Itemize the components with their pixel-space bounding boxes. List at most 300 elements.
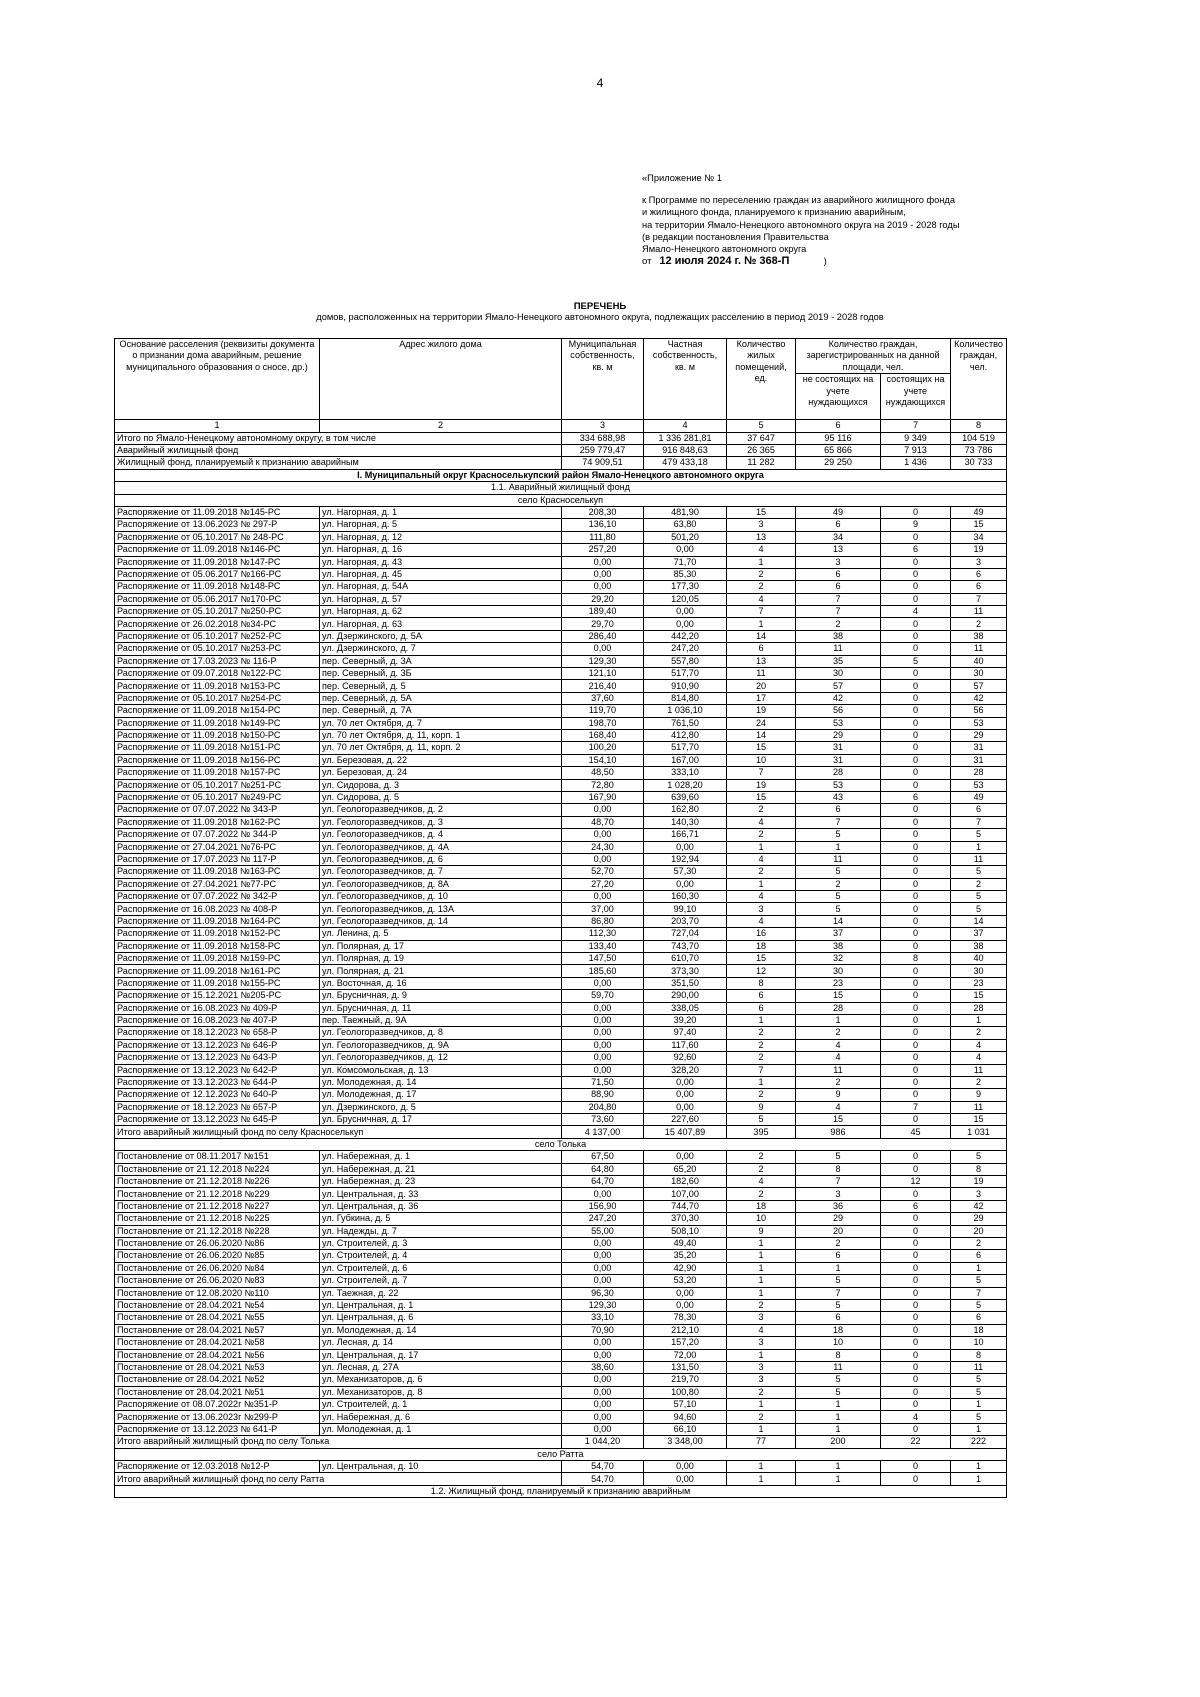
table-row <box>115 692 1007 704</box>
table-cell: 6 <box>881 791 951 803</box>
table-cell: ул. Геологоразведчиков, д. 8 <box>320 1027 562 1039</box>
table-cell: 4 <box>727 891 796 903</box>
table-cell: 0 <box>881 1238 951 1250</box>
table-cell: 2 <box>727 1299 796 1311</box>
table-cell: 204,80 <box>562 1101 644 1113</box>
table-cell: 6 <box>951 804 1007 816</box>
table-cell: 2 <box>796 618 881 630</box>
table-cell: 30 <box>796 965 881 977</box>
table-cell: 5 <box>796 1151 881 1163</box>
table-cell: Распоряжение от 11.09.2018 №150-РС <box>115 729 320 741</box>
table-cell: 333,10 <box>644 767 727 779</box>
table-cell: 1 <box>796 1399 881 1411</box>
table-cell: ул. Молодежная, д. 17 <box>320 1089 562 1101</box>
table-cell: 1 <box>727 1399 796 1411</box>
table-cell: 5 <box>951 1374 1007 1386</box>
table-cell: пер. Северный, д. 3Б <box>320 668 562 680</box>
table-cell: 0,00 <box>562 643 644 655</box>
table-cell: 34 <box>951 531 1007 543</box>
table-cell: 0,00 <box>562 1337 644 1349</box>
table-cell: Распоряжение от 07.07.2022 № 342-Р <box>115 891 320 903</box>
table-cell: 15 <box>951 519 1007 531</box>
table-cell: 0 <box>881 531 951 543</box>
table-cell: 29 <box>796 729 881 741</box>
total-value: 37 647 <box>727 432 796 444</box>
table-cell: ул. Брусничная, д. 11 <box>320 1002 562 1014</box>
table-cell: 11 <box>796 1064 881 1076</box>
table-cell: 8 <box>796 1163 881 1175</box>
table-row <box>115 1027 1007 1039</box>
table-row <box>115 1262 1007 1274</box>
table-cell: 0 <box>881 1250 951 1262</box>
appendix-date-line <box>642 255 1022 268</box>
table-cell: ул. Нагорная, д. 1 <box>320 506 562 518</box>
table-cell: 15 <box>951 1114 1007 1126</box>
table-cell: 3 <box>796 556 881 568</box>
table-cell: 85,30 <box>644 568 727 580</box>
table-cell: ул. Механизаторов, д. 8 <box>320 1386 562 1398</box>
table-cell: ул. Молодежная, д. 1 <box>320 1423 562 1435</box>
table-cell: 30 <box>951 965 1007 977</box>
table-row <box>115 1337 1007 1349</box>
table-cell: Распоряжение от 27.04.2021 №77-РС <box>115 878 320 890</box>
table-cell: 1 <box>951 1423 1007 1435</box>
table-cell: ул. Центральная, д. 33 <box>320 1188 562 1200</box>
table-cell: 185,60 <box>562 965 644 977</box>
table-cell: 351,50 <box>644 977 727 989</box>
table-cell: ул. Березовая, д. 22 <box>320 754 562 766</box>
table-cell: 5 <box>951 1299 1007 1311</box>
header-citizens: Количество граждан, зарегистрированных на данной площади, чел. <box>796 339 951 374</box>
table-row <box>115 915 1007 927</box>
table-cell: 0 <box>881 1287 951 1299</box>
table-cell: 19 <box>951 1176 1007 1188</box>
table-cell: 557,80 <box>644 655 727 667</box>
table-cell: 4 <box>727 915 796 927</box>
table-row <box>115 1423 1007 1435</box>
table-cell: 10 <box>951 1337 1007 1349</box>
table-cell: 13 <box>727 531 796 543</box>
table-cell: 0 <box>881 1349 951 1361</box>
table-cell: Распоряжение от 16.08.2023 № 407-Р <box>115 1014 320 1026</box>
table-cell: ул. Нагорная, д. 16 <box>320 544 562 556</box>
table-cell: Распоряжение от 11.09.2018 №158-РС <box>115 940 320 952</box>
table-cell: 761,50 <box>644 717 727 729</box>
table-cell: 35,20 <box>644 1250 727 1262</box>
subsection-row <box>115 482 1007 494</box>
table-cell: 168,40 <box>562 729 644 741</box>
table-cell: 107,00 <box>644 1188 727 1200</box>
table-row <box>115 829 1007 841</box>
total-value: 73 786 <box>951 445 1007 457</box>
table-cell: Постановление от 12.08.2020 №110 <box>115 1287 320 1299</box>
table-cell: 4 <box>727 853 796 865</box>
table-cell: ул. Дзержинского, д. 5 <box>320 1101 562 1113</box>
table-cell: 111,80 <box>562 531 644 543</box>
column-index: 7 <box>881 420 951 432</box>
table-cell: 52,70 <box>562 866 644 878</box>
total-value: 30 733 <box>951 457 1007 469</box>
table-cell: ул. Строителей, д. 3 <box>320 1238 562 1250</box>
table-cell: ул. Таежная, д. 22 <box>320 1287 562 1299</box>
table-cell: 36 <box>796 1200 881 1212</box>
table-row <box>115 767 1007 779</box>
table-cell: 31 <box>951 754 1007 766</box>
group-name: село Красноселькуп <box>115 494 1007 506</box>
table-cell: 7 <box>881 1101 951 1113</box>
table-cell: ул. Геологоразведчиков, д. 13А <box>320 903 562 915</box>
table-cell: 189,40 <box>562 606 644 618</box>
table-cell: 0 <box>881 903 951 915</box>
table-cell: 0 <box>881 668 951 680</box>
table-cell: 2 <box>951 1238 1007 1250</box>
table-cell: Распоряжение от 13.12.2023 № 646-Р <box>115 1039 320 1051</box>
table-cell: Распоряжение от 09.07.2018 №122-РС <box>115 668 320 680</box>
table-cell: 11 <box>796 853 881 865</box>
table-cell: 27,20 <box>562 878 644 890</box>
table-cell: 0 <box>881 1002 951 1014</box>
table-cell: 49 <box>951 506 1007 518</box>
table-cell: 0 <box>881 581 951 593</box>
table-cell: Постановление от 28.04.2021 №55 <box>115 1312 320 1324</box>
table-cell: 0,00 <box>644 606 727 618</box>
total-value: 334 688,98 <box>562 432 644 444</box>
table-cell: 18 <box>951 1324 1007 1336</box>
table-cell: 33,10 <box>562 1312 644 1324</box>
table-cell: 29 <box>951 1213 1007 1225</box>
table-cell: 19 <box>727 705 796 717</box>
table-cell: 11 <box>727 668 796 680</box>
table-cell: Распоряжение от 05.06.2017 №170-РС <box>115 593 320 605</box>
table-cell: 167,00 <box>644 754 727 766</box>
table-cell: Распоряжение от 11.09.2018 №159-РС <box>115 953 320 965</box>
table-cell: ул. Геологоразведчиков, д. 9А <box>320 1039 562 1051</box>
table-cell: 2 <box>727 1188 796 1200</box>
table-cell: 2 <box>727 829 796 841</box>
table-cell: 12 <box>727 965 796 977</box>
table-cell: 59,70 <box>562 990 644 1002</box>
column-index: 8 <box>951 420 1007 432</box>
table-cell: 1 <box>727 1349 796 1361</box>
table-row <box>115 1349 1007 1361</box>
group-total-value: 77 <box>727 1436 796 1448</box>
table-row <box>115 1052 1007 1064</box>
table-cell: Распоряжение от 11.09.2018 №157-РС <box>115 767 320 779</box>
table-row <box>115 853 1007 865</box>
table-cell: Распоряжение от 11.09.2018 №162-РС <box>115 816 320 828</box>
table-cell: 0,00 <box>644 1076 727 1088</box>
table-cell: 7 <box>796 606 881 618</box>
table-cell: 0 <box>881 1064 951 1076</box>
table-cell: Распоряжение от 05.10.2017 №250-РС <box>115 606 320 618</box>
table-cell: 1 <box>951 1399 1007 1411</box>
table-cell: 0,00 <box>562 1374 644 1386</box>
table-cell: 2 <box>727 1151 796 1163</box>
table-cell: 30 <box>951 668 1007 680</box>
table-cell: 8 <box>951 1163 1007 1175</box>
table-cell: 517,70 <box>644 742 727 754</box>
table-cell: 247,20 <box>644 643 727 655</box>
table-cell: 182,60 <box>644 1176 727 1188</box>
section-title: I. Муниципальный округ Красноселькупский район Ямало-Ненецкого автономного округа <box>115 469 1007 481</box>
table-row <box>115 928 1007 940</box>
table-cell: Постановление от 28.04.2021 №53 <box>115 1361 320 1373</box>
table-cell: 0 <box>881 705 951 717</box>
table-cell: 11 <box>951 1361 1007 1373</box>
table-row <box>115 1324 1007 1336</box>
table-cell: 63,80 <box>644 519 727 531</box>
table-cell: Постановление от 08.11.2017 №151 <box>115 1151 320 1163</box>
table-cell: 129,30 <box>562 655 644 667</box>
table-cell: 8 <box>951 1349 1007 1361</box>
table-cell: 5 <box>951 903 1007 915</box>
page-number: 4 <box>596 76 604 90</box>
table-row <box>115 1188 1007 1200</box>
table-cell: 32 <box>796 953 881 965</box>
table-cell: 0,00 <box>562 1039 644 1051</box>
table-cell: 2 <box>727 804 796 816</box>
table-cell: 157,20 <box>644 1337 727 1349</box>
table-cell: ул. Комсомольская, д. 13 <box>320 1064 562 1076</box>
table-row <box>115 816 1007 828</box>
table-cell: 743,70 <box>644 940 727 952</box>
group-total-value: 3 348,00 <box>644 1436 727 1448</box>
table-cell: 6 <box>796 1250 881 1262</box>
table-cell: 0,00 <box>562 568 644 580</box>
table-cell: 9 <box>881 519 951 531</box>
table-cell: 53 <box>951 779 1007 791</box>
table-cell: Распоряжение от 12.03.2018 №12-Р <box>115 1461 320 1473</box>
table-row <box>115 531 1007 543</box>
table-cell: 0 <box>881 990 951 1002</box>
table-cell: Распоряжение от 11.09.2018 №147-РС <box>115 556 320 568</box>
table-cell: Распоряжение от 11.09.2018 №156-РС <box>115 754 320 766</box>
table-row <box>115 1114 1007 1126</box>
table-cell: 0 <box>881 1027 951 1039</box>
table-cell: 6 <box>796 1312 881 1324</box>
table-row <box>115 1361 1007 1373</box>
table-cell: 0,00 <box>562 1399 644 1411</box>
table-row <box>115 668 1007 680</box>
table-row <box>115 519 1007 531</box>
table-cell: 219,70 <box>644 1374 727 1386</box>
table-cell: 0 <box>881 853 951 865</box>
table-cell: 0 <box>881 878 951 890</box>
table-cell: 88,90 <box>562 1089 644 1101</box>
appendix-line-4: (в редакции постановления Правительства <box>642 231 829 242</box>
group-total-label: Итого аварийный жилищный фонд по селу Ратта <box>115 1473 562 1485</box>
table-cell: Распоряжение от 11.09.2018 №152-РС <box>115 928 320 940</box>
table-cell: 0,00 <box>562 581 644 593</box>
table-cell: 0 <box>881 965 951 977</box>
table-cell: ул. Набережная, д. 21 <box>320 1163 562 1175</box>
total-value: 1 336 281,81 <box>644 432 727 444</box>
table-cell: 24,30 <box>562 841 644 853</box>
table-cell: 11 <box>951 643 1007 655</box>
table-cell: 53,20 <box>644 1275 727 1287</box>
table-cell: 38,60 <box>562 1361 644 1373</box>
table-cell: 0 <box>881 816 951 828</box>
total-label: Аварийный жилищный фонд <box>115 445 562 457</box>
table-cell: 1 <box>727 1250 796 1262</box>
table-cell: Постановление от 28.04.2021 №54 <box>115 1299 320 1311</box>
table-cell: 1 <box>796 1014 881 1026</box>
table-cell: 5 <box>951 866 1007 878</box>
table-cell: 1 <box>727 1076 796 1088</box>
table-cell: ул. Геологоразведчиков, д. 3 <box>320 816 562 828</box>
table-row <box>115 1176 1007 1188</box>
total-row <box>115 445 1007 457</box>
table-cell: 2 <box>796 1238 881 1250</box>
table-cell: 0 <box>881 1262 951 1274</box>
table-cell: 11 <box>951 606 1007 618</box>
table-cell: 0,00 <box>562 1386 644 1398</box>
table-cell: 0,00 <box>644 618 727 630</box>
table-cell: 7 <box>796 1287 881 1299</box>
column-index: 2 <box>320 420 562 432</box>
table-cell: 481,90 <box>644 506 727 518</box>
table-cell: 2 <box>727 568 796 580</box>
table-cell: 55,00 <box>562 1225 644 1237</box>
table-cell: 4 <box>951 1039 1007 1051</box>
table-cell: 6 <box>796 519 881 531</box>
table-cell: 37 <box>951 928 1007 940</box>
table-cell: пер. Северный, д. 7А <box>320 705 562 717</box>
table-cell: 0 <box>881 680 951 692</box>
table-cell: 160,30 <box>644 891 727 903</box>
table-cell: Постановление от 26.06.2020 №83 <box>115 1275 320 1287</box>
table-cell: Распоряжение от 11.09.2018 №145-РС <box>115 506 320 518</box>
table-cell: 0 <box>881 915 951 927</box>
header-citizens-total: Количество граждан, чел. <box>951 339 1007 420</box>
table-cell: ул. Геологоразведчиков, д. 2 <box>320 804 562 816</box>
table-cell: 0,00 <box>644 1151 727 1163</box>
table-cell: Постановление от 26.06.2020 №84 <box>115 1262 320 1274</box>
table-cell: 56 <box>951 705 1007 717</box>
total-row <box>115 457 1007 469</box>
table-cell: ул. Ленина, д. 5 <box>320 928 562 940</box>
table-cell: 1 <box>727 556 796 568</box>
table-cell: 19 <box>727 779 796 791</box>
decree-date: 12 июля 2024 г. № 368-П <box>659 255 790 268</box>
table-cell: 35 <box>796 655 881 667</box>
table-cell: 6 <box>727 643 796 655</box>
table-cell: 0 <box>881 717 951 729</box>
table-cell: 0 <box>881 754 951 766</box>
table-body <box>115 420 1007 1498</box>
table-cell: 147,50 <box>562 953 644 965</box>
table-cell: Распоряжение от 13.12.2023 № 644-Р <box>115 1076 320 1088</box>
total-value: 1 436 <box>881 457 951 469</box>
table-cell: 48,50 <box>562 767 644 779</box>
table-cell: 9 <box>727 1101 796 1113</box>
table-cell: 4 <box>951 1052 1007 1064</box>
table-cell: 0,00 <box>562 1250 644 1262</box>
table-cell: 501,20 <box>644 531 727 543</box>
table-cell: 7 <box>796 593 881 605</box>
table-row <box>115 506 1007 518</box>
table-cell: 0 <box>881 568 951 580</box>
table-cell: 0,00 <box>562 1411 644 1423</box>
table-cell: Распоряжение от 11.09.2018 №163-РС <box>115 866 320 878</box>
table-cell: 0 <box>881 928 951 940</box>
table-cell: 38 <box>951 940 1007 952</box>
table-cell: 2 <box>727 1163 796 1175</box>
table-row <box>115 841 1007 853</box>
table-row <box>115 1225 1007 1237</box>
table-cell: ул. Нагорная, д. 45 <box>320 568 562 580</box>
table-cell: ул. Сидорова, д. 5 <box>320 791 562 803</box>
table-cell: Распоряжение от 16.08.2023 № 408-Р <box>115 903 320 915</box>
table-cell: ул. Нагорная, д. 57 <box>320 593 562 605</box>
table-row <box>115 1002 1007 1014</box>
table-cell: 0,00 <box>644 841 727 853</box>
subsection-row <box>115 1485 1007 1497</box>
table-cell: 49,40 <box>644 1238 727 1250</box>
table-row <box>115 1076 1007 1088</box>
table-cell: 29,20 <box>562 593 644 605</box>
table-cell: 0,00 <box>562 1064 644 1076</box>
group-total-value: 1 044,20 <box>562 1436 644 1448</box>
table-cell: 15 <box>727 742 796 754</box>
table-cell: ул. Молодежная, д. 14 <box>320 1324 562 1336</box>
table-cell: Постановление от 28.04.2021 №57 <box>115 1324 320 1336</box>
table-cell: 0,00 <box>562 1262 644 1274</box>
table-cell: 49 <box>796 506 881 518</box>
table-cell: 0 <box>881 506 951 518</box>
table-cell: 8 <box>796 1349 881 1361</box>
table-cell: пер. Таежный, д. 9А <box>320 1014 562 1026</box>
table-cell: 67,50 <box>562 1151 644 1163</box>
table-cell: ул. Нагорная, д. 62 <box>320 606 562 618</box>
table-cell: 508,10 <box>644 1225 727 1237</box>
table-cell: Распоряжение от 18.12.2023 № 658-Р <box>115 1027 320 1039</box>
table-row <box>115 891 1007 903</box>
column-index: 5 <box>727 420 796 432</box>
table-cell: 14 <box>727 630 796 642</box>
table-cell: ул. Нагорная, д. 54А <box>320 581 562 593</box>
group-total-value: 200 <box>796 1436 881 1448</box>
table-cell: 3 <box>727 519 796 531</box>
table-cell: ул. Геологоразведчиков, д. 4 <box>320 829 562 841</box>
table-cell: Распоряжение от 13.12.2023 № 645-Р <box>115 1114 320 1126</box>
table-row <box>115 1014 1007 1026</box>
table-cell: 3 <box>727 1337 796 1349</box>
table-cell: ул. Лесная, д. 14 <box>320 1337 562 1349</box>
table-cell: 99,10 <box>644 903 727 915</box>
table-row <box>115 618 1007 630</box>
table-cell: 0,00 <box>644 1101 727 1113</box>
table-cell: 3 <box>951 556 1007 568</box>
table-cell: 1 <box>727 1461 796 1473</box>
table-cell: 6 <box>951 568 1007 580</box>
table-cell: Распоряжение от 11.09.2018 №153-РС <box>115 680 320 692</box>
table-cell: 37 <box>796 928 881 940</box>
appendix-line-3: на территории Ямало-Ненецкого автономного округа на 2019 - 2028 годы <box>642 219 960 230</box>
table-cell: 57 <box>796 680 881 692</box>
total-value: 9 349 <box>881 432 951 444</box>
table-cell: 1 <box>727 1275 796 1287</box>
table-cell: 0 <box>881 1114 951 1126</box>
table-cell: 6 <box>881 544 951 556</box>
table-cell: 0 <box>881 1052 951 1064</box>
table-cell: 0,00 <box>562 1002 644 1014</box>
table-cell: 0 <box>881 643 951 655</box>
table-cell: 140,30 <box>644 816 727 828</box>
table-cell: 0,00 <box>562 829 644 841</box>
table-row <box>115 866 1007 878</box>
header-registered: состоящих на учете нуждающихся <box>881 374 951 420</box>
